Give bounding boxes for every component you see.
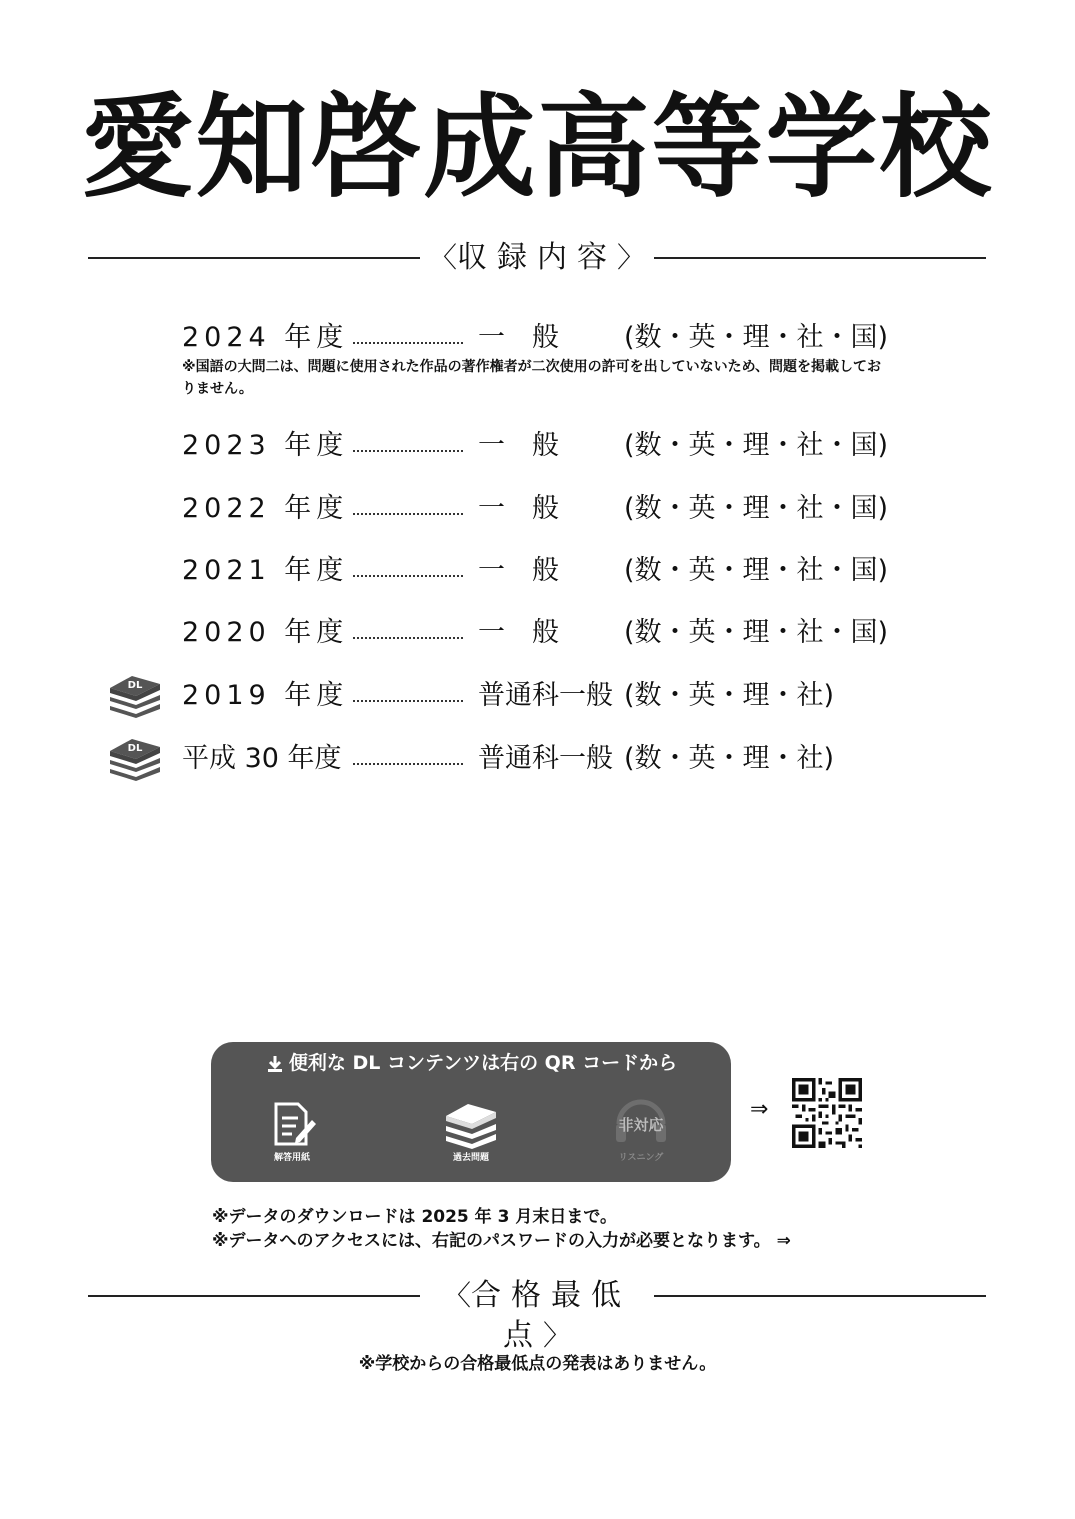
leader-dots xyxy=(353,763,463,765)
contents-row xyxy=(0,551,1075,591)
row-year: 2021 年度 xyxy=(182,555,349,586)
header-rule-left xyxy=(88,257,420,259)
contents-row xyxy=(0,739,1075,779)
dl-item-caption: リスニング xyxy=(618,1153,664,1163)
dl-contents-panel xyxy=(211,1042,731,1182)
header-rule-right xyxy=(654,257,986,259)
row-subjects: (数・英・理・社・国) xyxy=(624,430,889,461)
row-year: 平成 30 年度 xyxy=(182,743,342,774)
dl-item-caption: 過去問題 xyxy=(452,1153,489,1163)
dl-item-past-problems[interactable] xyxy=(426,1098,516,1164)
row-subjects: (数・英・理・社) xyxy=(624,680,835,711)
leader-dots xyxy=(353,450,463,452)
row-exam: 一 般 xyxy=(478,617,559,648)
contents-row xyxy=(0,676,1075,716)
unsupported-badge: 非対応 xyxy=(618,1116,664,1134)
dl-panel-title-text: 便利な DL コンテンツは右の QR コードから xyxy=(288,1052,678,1074)
row-exam: 普通科一般 xyxy=(478,743,613,774)
svg-text:DL: DL xyxy=(127,680,143,691)
row-year: 2020 年度 xyxy=(182,617,349,648)
listening-icon xyxy=(611,1098,671,1150)
row-exam: 一 般 xyxy=(478,493,559,524)
minscore-header-text: 合格最低点 xyxy=(471,1278,631,1353)
footnote-download-deadline: ※データのダウンロードは 2025 年 3 月末日まで。 xyxy=(212,1207,618,1227)
row-exam: 一 般 xyxy=(478,322,559,353)
header-rule-right xyxy=(654,1295,986,1297)
note-2024: ※国語の大問二は、問題に使用された作品の著作権者が二次使用の許可を出していないため、問題を掲載しておりません。 xyxy=(182,359,882,397)
svg-text:DL: DL xyxy=(127,743,143,754)
row-subjects: (数・英・理・社・国) xyxy=(624,322,889,353)
dl-books-icon xyxy=(106,668,164,718)
school-title: 愛知啓成高等学校 xyxy=(81,83,994,213)
row-exam: 普通科一般 xyxy=(478,680,613,711)
contents-row xyxy=(0,489,1075,529)
leader-dots xyxy=(353,342,463,344)
qr-code-icon[interactable] xyxy=(792,1078,862,1148)
minscore-header-label: 〈合格最低点〉 xyxy=(442,1278,631,1353)
row-year: 2022 年度 xyxy=(182,493,349,524)
download-icon xyxy=(265,1054,285,1074)
qr-arrow: ⇒ xyxy=(750,1097,769,1122)
leader-dots xyxy=(353,575,463,577)
contents-header-label: 〈収録内容〉 xyxy=(428,240,646,275)
row-year: 2023 年度 xyxy=(182,430,349,461)
header-rule-left xyxy=(88,1295,420,1297)
leader-dots xyxy=(353,513,463,515)
minscore-header xyxy=(88,1276,986,1353)
answer-sheet-icon xyxy=(266,1098,318,1150)
row-year: 2019 年度 xyxy=(182,680,349,711)
contents-row xyxy=(0,613,1075,653)
dl-item-caption: 解答用紙 xyxy=(273,1153,310,1163)
dl-item-answer-sheet[interactable] xyxy=(247,1098,337,1164)
contents-row xyxy=(0,318,1075,358)
row-exam: 一 般 xyxy=(478,555,559,586)
minscore-note: ※学校からの合格最低点の発表はありません。 xyxy=(358,1354,717,1374)
row-year: 2024 年度 xyxy=(182,322,349,353)
row-subjects: (数・英・理・社) xyxy=(624,743,835,774)
leader-dots xyxy=(353,700,463,702)
row-subjects: (数・英・理・社・国) xyxy=(624,493,889,524)
footnote-password: ※データへのアクセスには、右記のパスワードの入力が必要となります。 ⇒ xyxy=(212,1231,791,1251)
dl-item-listening xyxy=(596,1098,686,1164)
books-icon xyxy=(442,1098,500,1150)
contents-header xyxy=(88,238,986,278)
contents-header-text: 収録内容 xyxy=(457,240,617,275)
dl-books-icon xyxy=(106,731,164,781)
row-subjects: (数・英・理・社・国) xyxy=(624,555,889,586)
row-subjects: (数・英・理・社・国) xyxy=(624,617,889,648)
contents-row xyxy=(0,426,1075,466)
dl-panel-title xyxy=(211,1050,731,1076)
row-exam: 一 般 xyxy=(478,430,559,461)
leader-dots xyxy=(353,637,463,639)
